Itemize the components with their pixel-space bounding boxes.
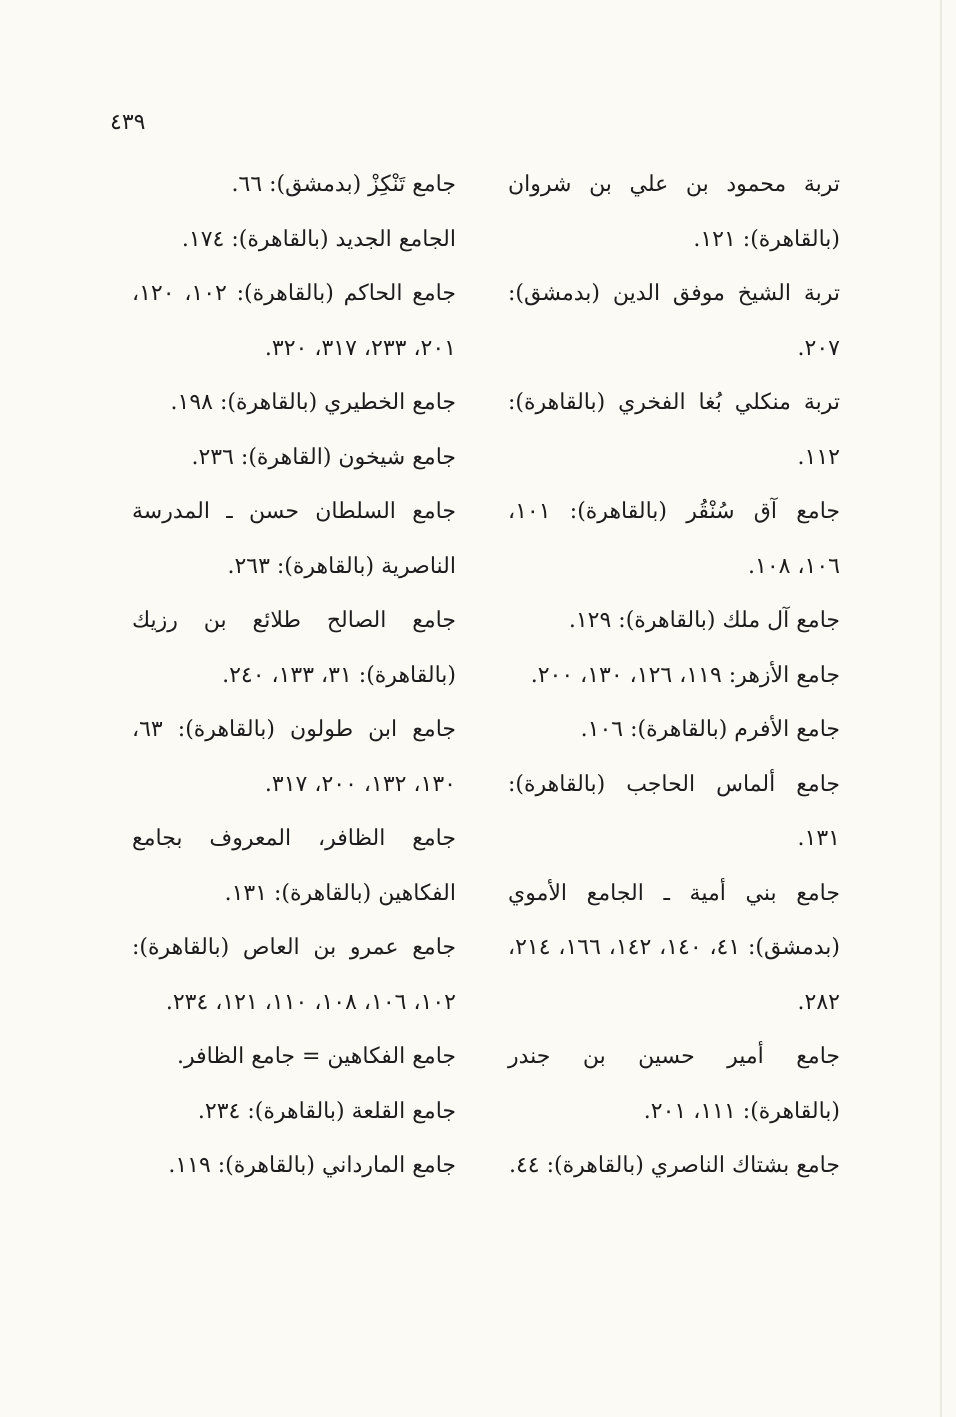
index-entry: تربة منكلي بُغا الفخري (بالقاهرة): ١١٢. [508,390,840,470]
index-entry: جامع الأزهر: ١١٩، ١٢٦، ١٣٠، ٢٠٠. [530,662,840,688]
page-number: ٤٣٩ [110,110,146,135]
index-entry: جامع القلعة (بالقاهرة): ٢٣٤. [197,1098,456,1124]
index-entry: جامع المارداني (بالقاهرة): ١١٩. [168,1153,456,1178]
page-edge-shadow [940,0,942,1417]
index-entry: جامع بشتاك الناصري (بالقاهرة): ٤٤. [508,1153,840,1178]
index-entry: جامع تَنْكِزْ (بدمشق): ٦٦. [231,172,456,197]
index-entry: جامع الصالح طلائع بن رزيك (بالقاهرة): ٣١، ١٣٣، ٢٤٠. [132,608,456,688]
index-entry: جامع الحاكم (بالقاهرة): ١٠٢، ١٢٠، ٢٠١، ٢٣٣، ٣١٧، ٣٢٠. [132,281,456,361]
index-entry: الجامع الجديد (بالقاهرة): ١٧٤. [181,226,456,252]
index-entry: جامع بني أمية ـ الجامع الأموي (بدمشق): ٤١، ١٤٠، ١٤٢، ١٦٦، ٢١٤، ٢٨٢. [508,880,840,1015]
index-entry: تربة الشيخ موفق الدين (بدمشق): ٢٠٧. [508,281,840,361]
index-column-left [132,158,456,1194]
index-entry: جامع أمير حسين بن جندر (بالقاهرة): ١١١، ٢٠١. [508,1044,840,1124]
index-entry: جامع آل ملك (بالقاهرة): ١٢٩. [568,608,840,633]
index-entry: جامع ألماس الحاجب (بالقاهرة): ١٣١. [508,771,840,851]
index-column-right [508,158,840,1194]
index-entry: جامع الفكاهين = جامع الظافر. [177,1044,456,1069]
index-entry: جامع الخطيري (بالقاهرة): ١٩٨. [170,390,456,415]
index-entry: جامع عمرو بن العاص (بالقاهرة): ١٠٢، ١٠٦، ١٠٨، ١١٠، ١٢١، ٢٣٤. [132,935,456,1015]
index-entry: جامع ابن طولون (بالقاهرة): ٦٣، ١٣٠، ١٣٢، ٢٠٠، ٣١٧. [132,717,456,797]
index-entry: جامع شيخون (القاهرة): ٢٣٦. [191,444,456,470]
index-entry: جامع السلطان حسن ـ المدرسة الناصرية (بالقاهرة): ٢٦٣. [132,499,456,579]
index-entry: جامع الظافر، المعروف بجامع الفكاهين (بالقاهرة): ١٣١. [132,826,456,906]
index-entry: تربة محمود بن علي بن شروان (بالقاهرة): ١٢١. [508,172,840,252]
index-entry: جامع آق سُنْقُر (بالقاهرة): ١٠١، ١٠٦، ١٠٨. [508,499,840,579]
index-entry: جامع الأفرم (بالقاهرة): ١٠٦. [580,717,840,742]
